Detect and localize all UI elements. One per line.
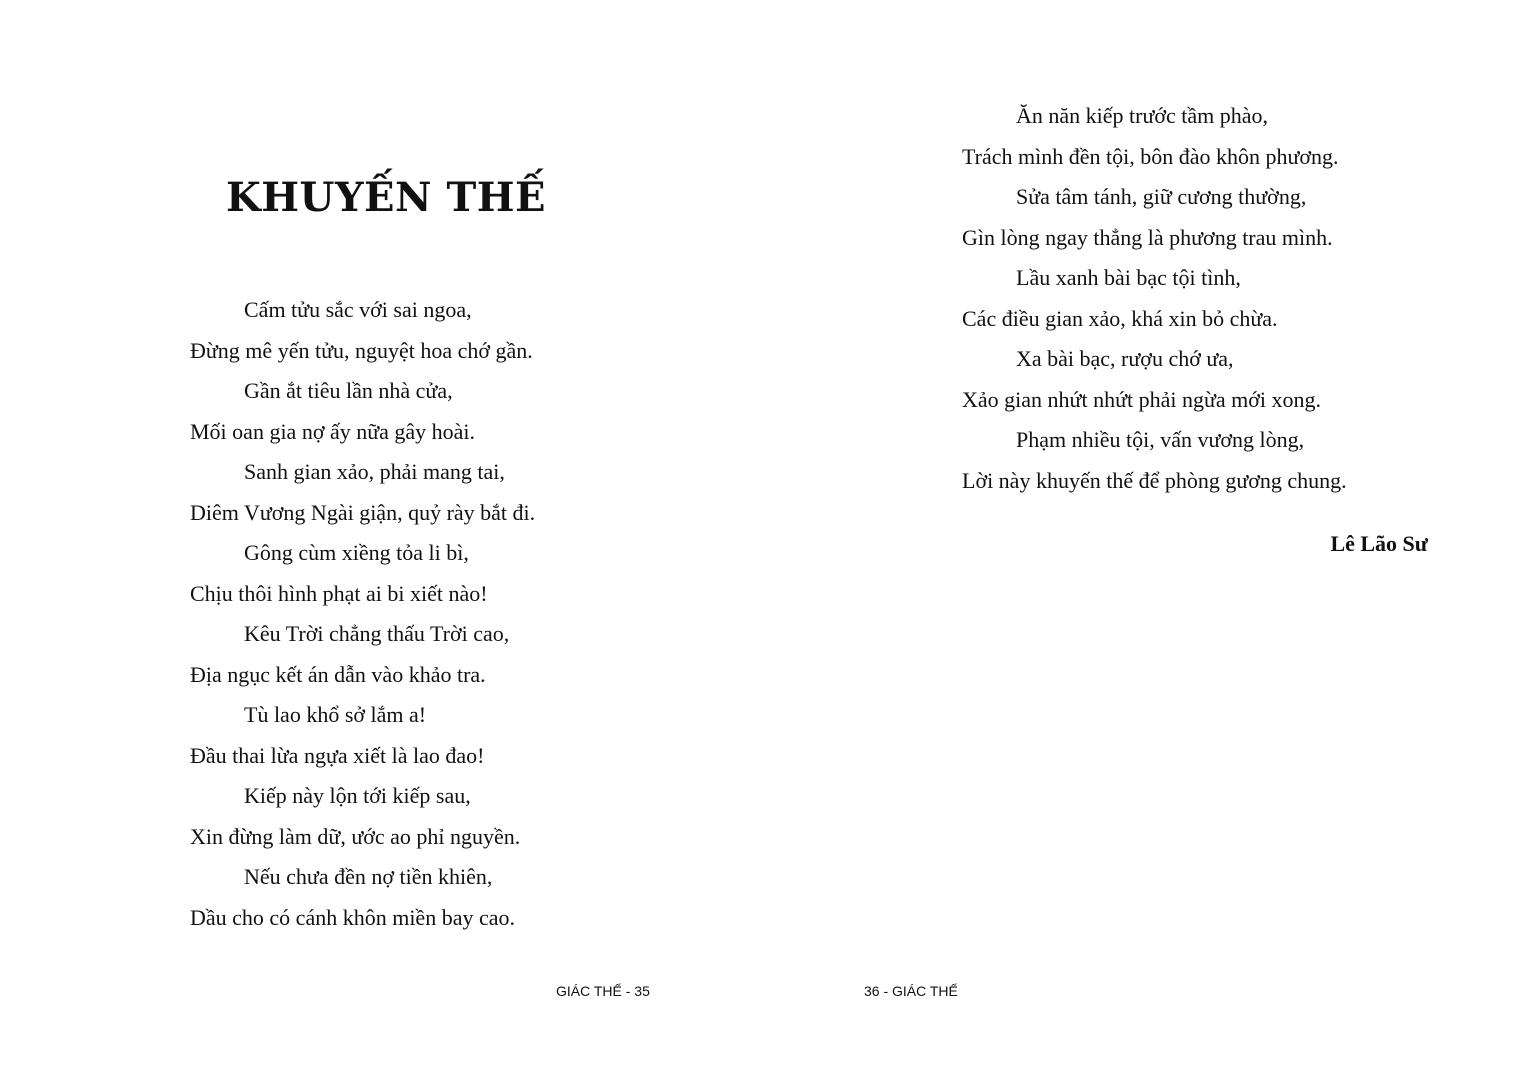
verse-line: Xảo gian nhứt nhứt phải ngừa mới xong.	[962, 386, 1322, 412]
verse-line: Phạm nhiều tội, vấn vương lòng,	[1016, 427, 1305, 452]
verse-line: Gông cùm xiềng tỏa li bì,	[244, 540, 469, 565]
verse-line: Tù lao khổ sở lắm a!	[244, 702, 427, 727]
verse-line: Xin đừng làm dữ, ước ao phỉ nguyền.	[190, 823, 521, 849]
poem-title: KHUYẾN THẾ	[226, 174, 547, 221]
verse-line: Diêm Vương Ngài giận, quỷ rày bắt đi.	[190, 499, 536, 525]
verse-line: Sửa tâm tánh, giữ cương thường,	[1016, 184, 1307, 209]
verse-line: Xa bài bạc, rượu chớ ưa,	[1016, 346, 1234, 371]
verse-line: Kêu Trời chẳng thấu Trời cao,	[244, 621, 510, 646]
verse-line: Chịu thôi hình phạt ai bi xiết nào!	[190, 580, 488, 606]
verse-line: Nếu chưa đền nợ tiền khiên,	[244, 864, 493, 889]
verse-line: Ăn năn kiếp trước tầm phào,	[1016, 103, 1269, 128]
verse-line: Đừng mê yến tửu, nguyệt hoa chớ gần.	[190, 337, 533, 363]
verse-line: Địa ngục kết án dẫn vào khảo tra.	[190, 661, 486, 687]
verse-line: Trách mình đền tội, bôn đào khôn phương.	[962, 143, 1339, 169]
verse-line: Gần ắt tiêu lần nhà cửa,	[244, 378, 453, 403]
right-verse-list	[962, 96, 1347, 501]
right-page	[760, 0, 1520, 1076]
verse-line: Dầu cho có cánh khôn miền bay cao.	[190, 904, 515, 930]
verse-line: Đầu thai lừa ngựa xiết là lao đao!	[190, 742, 485, 768]
verse-line: Lầu xanh bài bạc tội tình,	[1016, 265, 1241, 290]
verse-line: Lời này khuyến thế để phòng gương chung.	[962, 467, 1347, 493]
author-signature: Lê Lão Sư	[1330, 531, 1428, 556]
verse-line: Kiếp này lộn tới kiếp sau,	[244, 783, 471, 808]
verse-line: Sanh gian xảo, phải mang tai,	[244, 459, 505, 484]
verse-line: Cấm tửu sắc với sai ngoa,	[244, 297, 472, 322]
verse-line: Gìn lòng ngay thẳng là phương trau mình.	[962, 224, 1333, 250]
left-verse-list	[190, 290, 535, 938]
verse-line: Các điều gian xảo, khá xin bỏ chừa.	[962, 305, 1278, 331]
page-footer-left: GIÁC THẾ - 35	[556, 983, 650, 999]
verse-line: Mối oan gia nợ ấy nữa gây hoài.	[190, 418, 476, 444]
page-footer-right: 36 - GIÁC THẾ	[864, 983, 958, 999]
